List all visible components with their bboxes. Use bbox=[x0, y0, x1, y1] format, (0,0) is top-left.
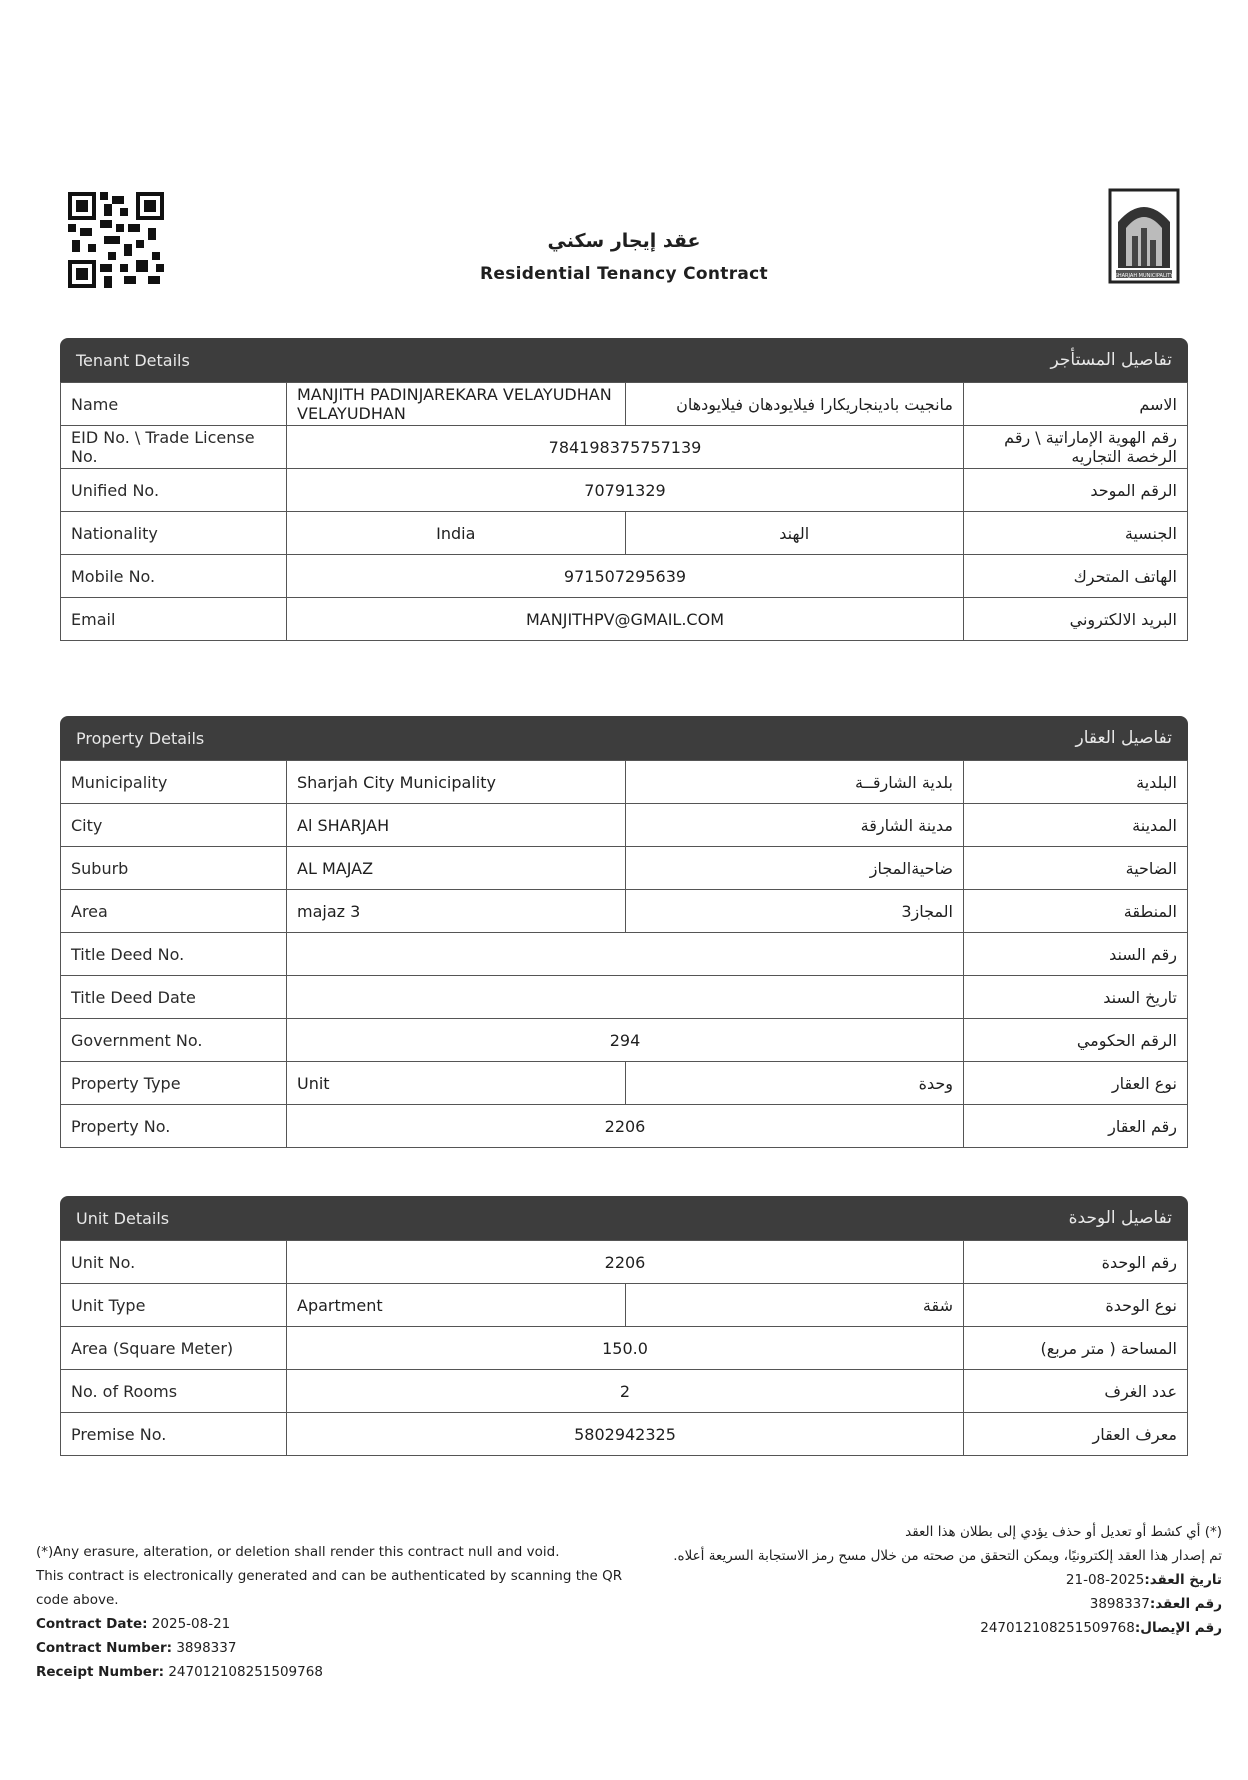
label-ar: المدينة bbox=[964, 804, 1188, 847]
label-ar: المنطقة bbox=[964, 890, 1188, 933]
footer-note-qr-ar: تم إصدار هذا العقد إلكترونيًا، ويمكن التحقق من صحته من خلال مسح رمز الاستجابة السريعة أعلاه. bbox=[673, 1548, 1222, 1564]
table-row bbox=[61, 976, 1188, 1019]
label-en: Title Deed No. bbox=[61, 933, 287, 976]
label-en: Name bbox=[61, 383, 287, 426]
municipality-en: Sharjah City Municipality bbox=[287, 761, 626, 804]
receipt-number-line bbox=[36, 1660, 636, 1684]
contract-date-line-ar bbox=[650, 1568, 1222, 1592]
label-ar: نوع العقار bbox=[964, 1062, 1188, 1105]
tenant-email: MANJITHPV@GMAIL.COM bbox=[287, 598, 964, 641]
unit-details-section bbox=[60, 1196, 1188, 1456]
label-en: Government No. bbox=[61, 1019, 287, 1062]
property-type-en: Unit bbox=[287, 1062, 626, 1105]
label-ar: نوع الوحدة bbox=[964, 1284, 1188, 1327]
logo-caption: SHARJAH MUNICIPALITY bbox=[1114, 273, 1174, 279]
table-row bbox=[61, 1370, 1188, 1413]
contract-date-line bbox=[36, 1612, 636, 1636]
tenant-name-en: MANJITH PADINJAREKARA VELAYUDHAN VELAYUDHAN bbox=[287, 383, 626, 426]
table-row bbox=[61, 555, 1188, 598]
premise-no: 5802942325 bbox=[287, 1413, 964, 1456]
label-ar: الهاتف المتحرك bbox=[964, 555, 1188, 598]
area-ar: المجاز3 bbox=[625, 890, 964, 933]
label-ar: المساحة ( متر مربع) bbox=[964, 1327, 1188, 1370]
contract-number: 3898337 bbox=[176, 1640, 237, 1656]
table-row bbox=[61, 1327, 1188, 1370]
table-row bbox=[61, 512, 1188, 555]
footer-note-void: (*)Any erasure, alteration, or deletion shall render this contract null and void. bbox=[36, 1544, 560, 1560]
tenant-unified-no: 70791329 bbox=[287, 469, 964, 512]
receipt-number-label: Receipt Number: bbox=[36, 1664, 165, 1680]
tenant-eid: 784198375757139 bbox=[287, 426, 964, 469]
table-row bbox=[61, 1019, 1188, 1062]
title-deed-date bbox=[287, 976, 964, 1019]
label-ar: الرقم الحكومي bbox=[964, 1019, 1188, 1062]
footer-arabic bbox=[650, 1520, 1222, 1640]
contract-number-label-ar: رقم العقد: bbox=[1149, 1596, 1222, 1612]
footer-english bbox=[36, 1540, 636, 1684]
contract-date-label: Contract Date: bbox=[36, 1616, 148, 1632]
section-title-en: Tenant Details bbox=[76, 350, 190, 370]
label-en: Area bbox=[61, 890, 287, 933]
label-ar: رقم الوحدة bbox=[964, 1241, 1188, 1284]
property-type-ar: وحدة bbox=[625, 1062, 964, 1105]
label-en: EID No. \ Trade License No. bbox=[61, 426, 287, 469]
table-row bbox=[61, 1413, 1188, 1456]
property-no: 2206 bbox=[287, 1105, 964, 1148]
title-deed-no bbox=[287, 933, 964, 976]
label-en: City bbox=[61, 804, 287, 847]
receipt-number-line-ar bbox=[650, 1616, 1222, 1640]
section-title-ar: تفاصيل العقار bbox=[1075, 728, 1172, 748]
table-row bbox=[61, 426, 1188, 469]
label-en: Nationality bbox=[61, 512, 287, 555]
tenant-table bbox=[60, 382, 1188, 641]
label-ar: الاسم bbox=[964, 383, 1188, 426]
suburb-en: AL MAJAZ bbox=[287, 847, 626, 890]
label-ar: عدد الغرف bbox=[964, 1370, 1188, 1413]
receipt-number-ar: 247012108251509768 bbox=[980, 1620, 1135, 1636]
table-row bbox=[61, 761, 1188, 804]
unit-table bbox=[60, 1240, 1188, 1456]
table-row bbox=[61, 804, 1188, 847]
label-ar: الجنسية bbox=[964, 512, 1188, 555]
title-english: Residential Tenancy Contract bbox=[479, 264, 768, 284]
table-row bbox=[61, 847, 1188, 890]
label-en: Mobile No. bbox=[61, 555, 287, 598]
footer-note-void-ar: (*) أي كشط أو تعديل أو حذف يؤدي إلى بطلان هذا العقد bbox=[905, 1524, 1222, 1540]
label-en: Email bbox=[61, 598, 287, 641]
tenant-mobile: 971507295639 bbox=[287, 555, 964, 598]
label-ar: رقم العقار bbox=[964, 1105, 1188, 1148]
contract-number-line bbox=[36, 1636, 636, 1660]
label-ar: تاريخ السند bbox=[964, 976, 1188, 1019]
unit-no: 2206 bbox=[287, 1241, 964, 1284]
label-ar: البلدية bbox=[964, 761, 1188, 804]
section-header bbox=[60, 338, 1188, 382]
table-row bbox=[61, 1241, 1188, 1284]
receipt-number: 247012108251509768 bbox=[168, 1664, 323, 1680]
unit-rooms: 2 bbox=[287, 1370, 964, 1413]
tenant-name-ar: مانجيت بادينجاريكارا فيلايودهان فيلايودهان bbox=[625, 383, 964, 426]
label-ar: رقم السند bbox=[964, 933, 1188, 976]
label-ar: البريد الالكتروني bbox=[964, 598, 1188, 641]
label-ar: رقم الهوية الإماراتية \ رقم الرخصة التجاريه bbox=[964, 426, 1188, 469]
label-en: Unified No. bbox=[61, 469, 287, 512]
section-header bbox=[60, 1196, 1188, 1240]
suburb-ar: ضاحيةالمجاز bbox=[625, 847, 964, 890]
property-details-section bbox=[60, 716, 1188, 1148]
section-title-ar: تفاصيل المستأجر bbox=[1050, 350, 1172, 370]
table-row bbox=[61, 383, 1188, 426]
government-no: 294 bbox=[287, 1019, 964, 1062]
footer-note-qr: This contract is electronically generated and can be authenticated by scanning the QR code above. bbox=[36, 1568, 623, 1608]
table-row bbox=[61, 933, 1188, 976]
area-en: majaz 3 bbox=[287, 890, 626, 933]
table-row bbox=[61, 469, 1188, 512]
table-row bbox=[61, 890, 1188, 933]
table-row bbox=[61, 1062, 1188, 1105]
section-title-en: Property Details bbox=[76, 728, 205, 748]
label-en: Municipality bbox=[61, 761, 287, 804]
label-ar: معرف العقار bbox=[964, 1413, 1188, 1456]
municipality-ar: بلدية الشارقــة bbox=[625, 761, 964, 804]
label-en: Title Deed Date bbox=[61, 976, 287, 1019]
section-header bbox=[60, 716, 1188, 760]
unit-area: 150.0 bbox=[287, 1327, 964, 1370]
unit-type-ar: شقة bbox=[625, 1284, 964, 1327]
contract-number-label: Contract Number: bbox=[36, 1640, 173, 1656]
section-title-ar: تفاصيل الوحدة bbox=[1068, 1208, 1172, 1228]
table-row bbox=[61, 598, 1188, 641]
city-ar: مدينة الشارقة bbox=[625, 804, 964, 847]
table-row bbox=[61, 1105, 1188, 1148]
label-en: No. of Rooms bbox=[61, 1370, 287, 1413]
label-en: Unit Type bbox=[61, 1284, 287, 1327]
contract-date-label-ar: تاريخ العقد: bbox=[1144, 1572, 1222, 1588]
section-title-en: Unit Details bbox=[76, 1208, 170, 1228]
property-table bbox=[60, 760, 1188, 1148]
label-en: Premise No. bbox=[61, 1413, 287, 1456]
tenant-nationality-ar: الهند bbox=[625, 512, 964, 555]
label-en: Area (Square Meter) bbox=[61, 1327, 287, 1370]
contract-date-ar: 2025-08-21 bbox=[1065, 1572, 1145, 1588]
table-row bbox=[61, 1284, 1188, 1327]
contract-number-ar: 3898337 bbox=[1089, 1596, 1150, 1612]
contract-date: 2025-08-21 bbox=[151, 1616, 231, 1632]
label-en: Unit No. bbox=[61, 1241, 287, 1284]
tenant-nationality-en: India bbox=[287, 512, 626, 555]
label-en: Suburb bbox=[61, 847, 287, 890]
contract-number-line-ar bbox=[650, 1592, 1222, 1616]
receipt-number-label-ar: رقم الإيصال: bbox=[1134, 1620, 1222, 1636]
tenant-details-section bbox=[60, 338, 1188, 641]
label-ar: الضاحية bbox=[964, 847, 1188, 890]
label-en: Property No. bbox=[61, 1105, 287, 1148]
city-en: Al SHARJAH bbox=[287, 804, 626, 847]
label-en: Property Type bbox=[61, 1062, 287, 1105]
title-arabic: عقد إيجار سكني bbox=[547, 230, 701, 252]
label-ar: الرقم الموحد bbox=[964, 469, 1188, 512]
unit-type-en: Apartment bbox=[287, 1284, 626, 1327]
